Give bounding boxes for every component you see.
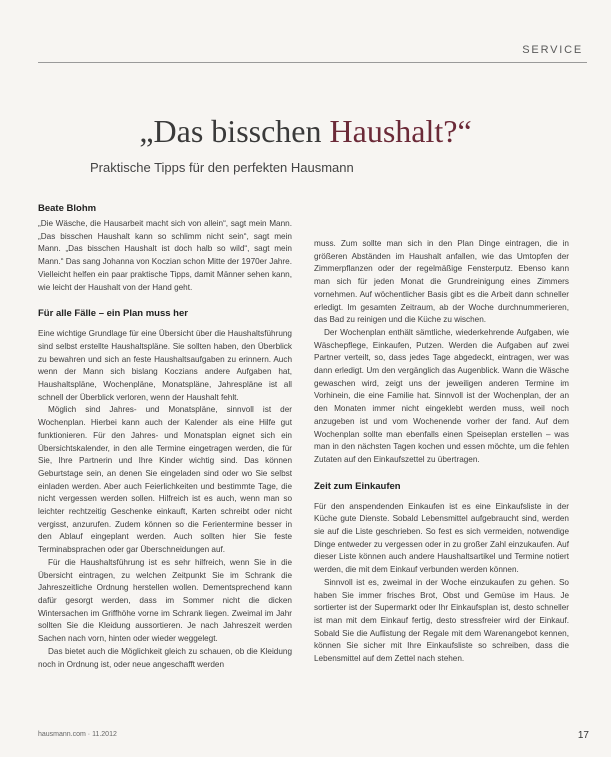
- headline-accent: Haushalt?“: [329, 113, 472, 149]
- column-right: [314, 238, 569, 666]
- section-label: SERVICE: [522, 44, 583, 56]
- body-paragraph: Das bietet auch die Möglichkeit gleich zu schauen, ob die Kleidung noch in Ordnung ist, oder neue angeschafft werden: [38, 646, 292, 669]
- body-paragraph: Der Wochenplan enthält sämtliche, wiederkehrende Aufgaben, wie Wäschepflege, Einkaufen, Putzen. Werden die Aufgaben auf zwei Partner verteilt, so, dass jedes Tage abgedeckt, eintragen, wer was dann erledigt. Um den vergänglich das Augenblick. Wann die Wäsche gewaschen wird, zeigt uns der jeweiligen anderen Termine im Vorhinein, die eine Familie hat. Sinnvoll ist der Wochenplan, der an den Monaten immer nicht eingeklebt werden muss, weil noch anzugeben ist und vom Wochenende vorher der fand. Auf dem Wochenplan sollte man ebenfalls einen Speiseplan erstellen – was man in den nächsten Tagen kochen und essen möchte, um die fehlen Zutaten auf den Einkaufszettel zu übertragen.: [314, 327, 569, 464]
- section-heading-einkaufen: Zeit zum Einkaufen: [314, 480, 401, 492]
- intro-paragraph: „Die Wäsche, die Hausarbeit macht sich von allein“, sagt mein Mann. „Das bisschen Haushalt kann so schlimm nicht sein“, sagt mein Mann. „Das bisschen Haushalt ist doch halb so wild“, sagt mein Mann.“ Das sang Johanna von Koczian schon Mitte der 1970er Jahre. Vielleicht helfen ein paar praktische Tipps, damit Männer sehen kann, wie leicht der Haushalt von der Hand geht.: [38, 219, 292, 292]
- page-number: 17: [577, 730, 589, 741]
- author-name: Beate Blohm: [38, 203, 97, 214]
- body-paragraph: Für die Haushaltsführung ist es sehr hilfreich, wenn Sie in die Übersicht eintragen, zu welchen Zeitpunkt Sie im Schrank die Jahreszeitliche Ordnung herstellen wollen. Dementsprechend kann dafür gesorgt werden, dass im Sommer nicht die dicken Wintersachen im Griffhöhe vorne im Schrank liegen. Zweimal im Jahr sollten Sie die Kleidung aussortieren. Je nach Jahreszeit werden Sachen nach vorn, hinten oder wieder weggelegt.: [38, 557, 292, 644]
- subtitle: Praktische Tipps für den perfekten Hausmann: [90, 160, 354, 175]
- body-paragraph: muss. Zum sollte man sich in den Plan Dinge eintragen, die in größeren Abständen im Haushalt anfallen, wie das Umtopfen der Zimmerpflanzen oder der regelmäßige Fensterputz. Ebenso kann man sich für jeden Monat die Grundreinigung eines Zimmers vornehmen. Auf wöchentlicher Basis gibt es die Arbeit dann schneller erledigt. Im gesamten Zeitraum, ab der Woche durchnummerieren, das Bad zu reinigen und die Küche zu wischen.: [314, 239, 569, 325]
- footer-text: hausmann.com · 11.2012: [38, 731, 117, 738]
- body-paragraph: Eine wichtige Grundlage für eine Übersicht über die Haushaltsführung sind selbst erstellte Haushaltspläne. Sie sollten haben, den Überblick zu bewahren und sich an feste Haushaltsaufgaben zu erinnern. Auch wenn der Mann sich bislang Koczians andere Aufgaben hat, Haushaltspläne, Wochenpläne, Monatspläne, Jahrespläne ist all schnell der Überblick verloren, wenn der Haushalt fehlt.: [38, 329, 292, 402]
- body-paragraph: Möglich sind Jahres- und Monatspläne, sinnvoll ist der Wochenplan. Hierbei kann auch der Kalender als eine Hilfe gut funktionieren. Für den Jahres- und Monatsplan eignet sich ein Übersichtskalender, in den alle Termine eingetragen werden, die für Sie, Ihre Partnerin und Ihre Kinder wichtig sind. Das können Geburtstage sein, an denen Sie eingeladen sind oder wo Sie selbst einladen werden. Aber auch Feierlichkeiten und bestimmte Tage, die nicht vergessen werden sollen. Hilfreich ist es auch, wenn man so leichter rechtzeitig Geschenke einkauft, Karten schreibt oder nicht vergisst, anzurufen. Zudem können so die Ferientermine besser in den Ablauf eingeplant werden. Auch sollten hier Sie feste Terminabsprachen oder gar Überschneidungen auf.: [38, 405, 292, 555]
- section-heading-plan: Für alle Fälle – ein Plan muss her: [38, 308, 188, 320]
- body-paragraph: Sinnvoll ist es, zweimal in der Woche einzukaufen zu gehen. So haben Sie immer frisches Brot, Obst und Gemüse im Haus. Je sortierter ist der Supermarkt oder Ihr Einkaufsplan ist, desto schneller ist man mit dem Einkauf fertig, desto stressfreier wird der Einkauf. Sobald Sie die Auflistung der Regale mit dem Warenangebot kennen, können Sie sicher mit Ihre Einkaufsliste so schreiben, dass die Lebensmittel auf dem Zettel nach stehen.: [314, 577, 569, 664]
- page-title: [0, 112, 611, 150]
- headline-prefix: „Das bisschen: [139, 113, 330, 149]
- section-rule: [38, 62, 587, 63]
- column-left: [38, 203, 292, 671]
- body-paragraph: Für den anspendenden Einkaufen ist es eine Einkaufsliste in der Küche gute Dienste. Sobald Lebensmittel aufgebraucht sind, werden sie auf die Liste geschrieben. So fest es sich vermeiden, notwendige Dinge entweder zu vergessen oder in zu großer Zahl einzukaufen. Auf dieser Liste können auch andere Haushaltsartikel und Termine notiert werden, die mit dem Einkauf verbunden werden können.: [314, 501, 569, 575]
